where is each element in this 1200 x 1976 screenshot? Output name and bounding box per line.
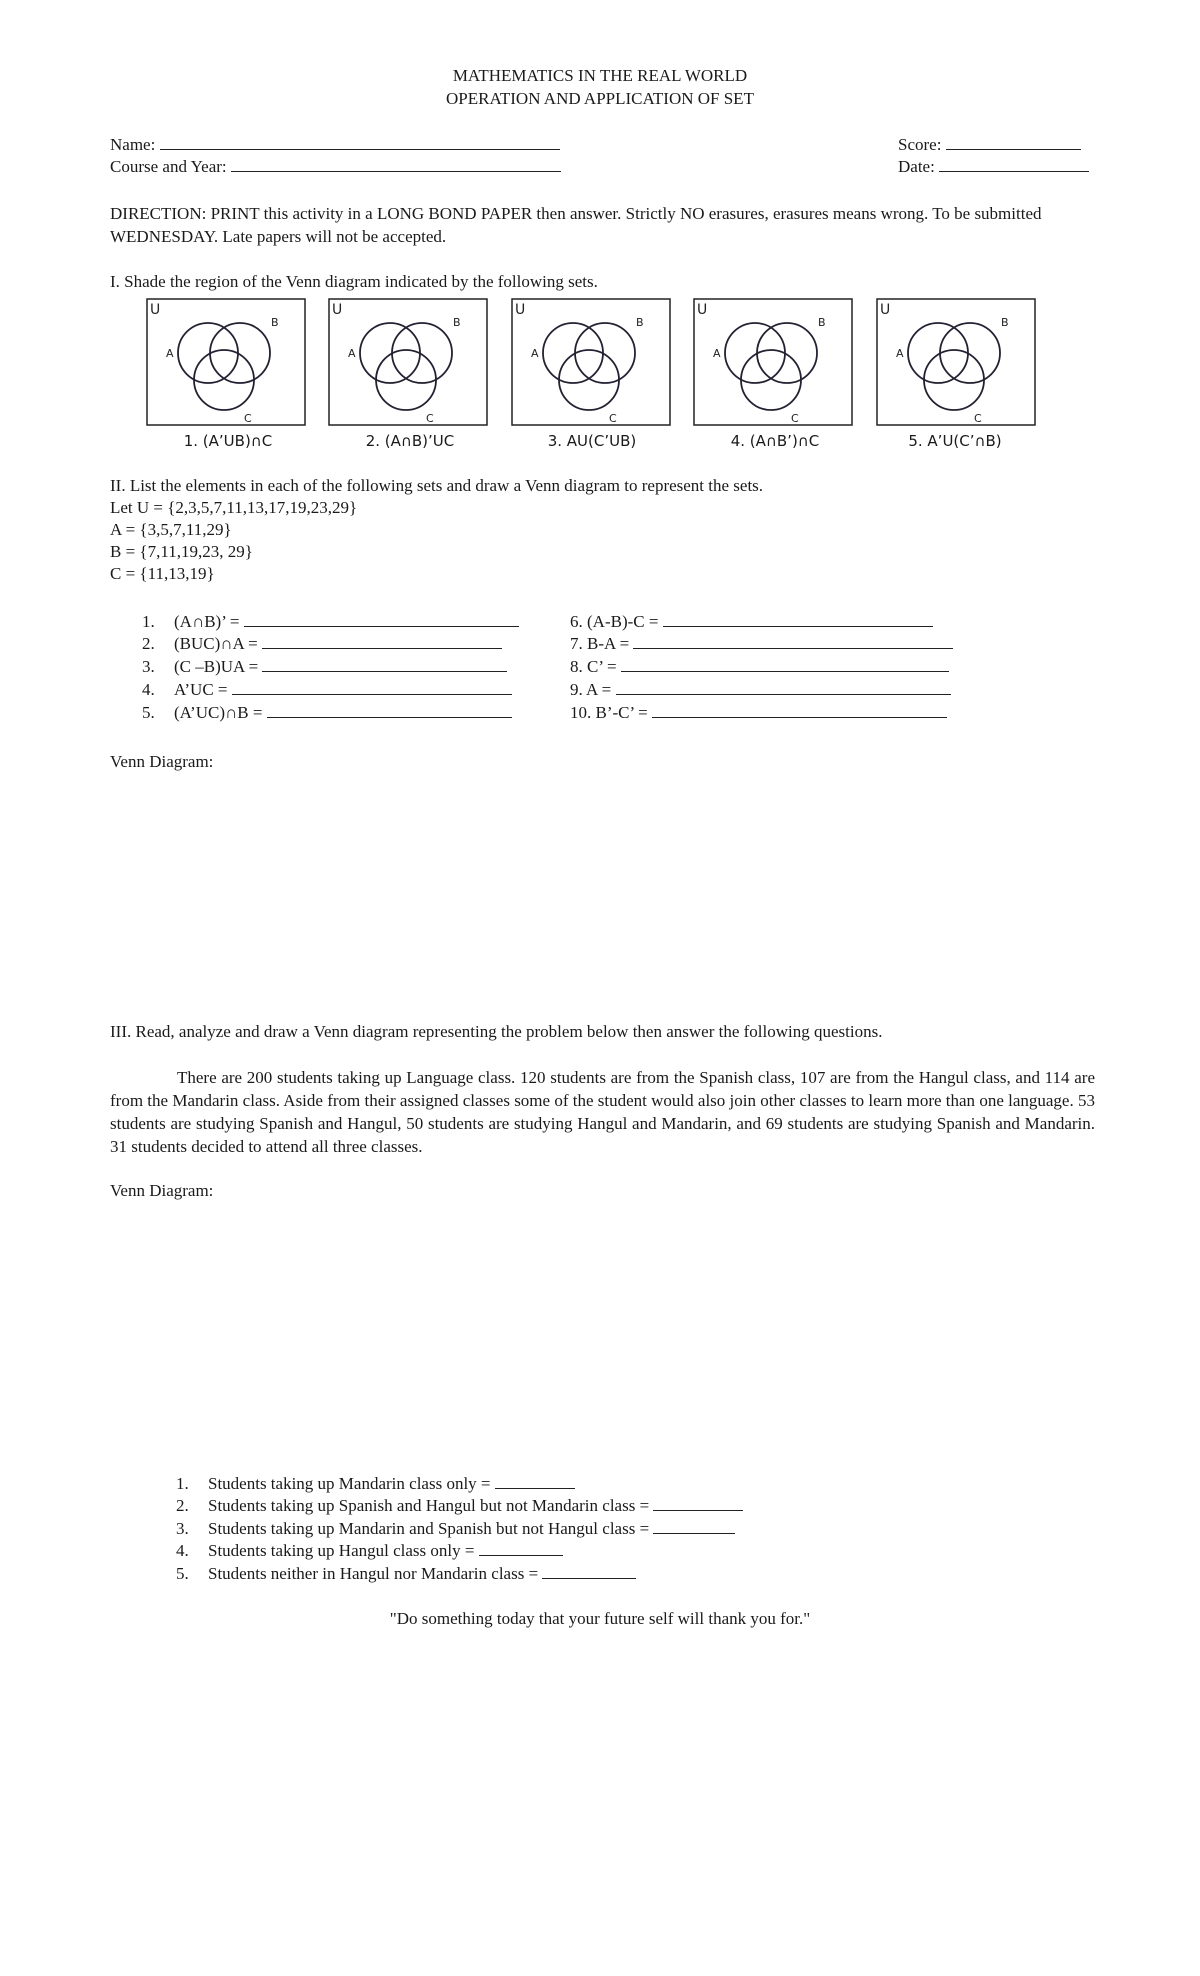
circle-c [194, 350, 254, 410]
course-label: Course and Year: [110, 157, 227, 176]
section1-heading: I. Shade the region of the Venn diagram indicated by the following sets. [110, 272, 598, 291]
answer-line[interactable] [262, 648, 502, 649]
circle-c [924, 350, 984, 410]
list-item: 2. (BUC)∩A = [142, 634, 502, 654]
label-a: A [531, 347, 539, 360]
universe-label: U [880, 302, 891, 318]
list-item: 6. (A-B)-C = [570, 612, 933, 632]
circle-b [757, 323, 817, 383]
score-field [898, 135, 1081, 155]
set-c: C = {11,13,19} [110, 564, 215, 583]
question-item: 4. Students taking up Hangul class only = [176, 1541, 563, 1561]
label-b: B [1001, 316, 1009, 329]
name-label: Name: [110, 135, 156, 154]
direction-text: DIRECTION: PRINT this activity in a LONG BOND PAPER then answer. Strictly NO erasures, erasures means wrong. To be submitted WEDNESDAY. Late papers will not be accepted. [110, 204, 1042, 246]
label-c: C [974, 412, 982, 425]
universe-label: U [515, 302, 526, 318]
closing-quote: "Do something today that your future self will thank you for." [389, 1609, 811, 1628]
list-item: 4. A’UC = [142, 680, 512, 700]
universe-rect [512, 299, 670, 425]
course-field [110, 157, 561, 177]
answer-line[interactable] [652, 717, 947, 718]
section3-heading: III. Read, analyze and draw a Venn diagram representing the problem below then answer the following questions. [110, 1022, 883, 1041]
answer-line[interactable] [244, 626, 519, 627]
venn-label-1: 1. (A’UB)∩C [183, 432, 273, 450]
answer-line[interactable] [262, 671, 507, 672]
list-item: 1. (A∩B)’ = [142, 612, 519, 632]
label-a: A [166, 347, 174, 360]
venn-diagram-2[interactable] [328, 298, 488, 426]
universe-rect [877, 299, 1035, 425]
answer-line[interactable] [633, 648, 953, 649]
circle-a [908, 323, 968, 383]
circle-b [392, 323, 452, 383]
venn-diagram-label: Venn Diagram: [110, 752, 214, 771]
circle-a [725, 323, 785, 383]
label-a: A [896, 347, 904, 360]
universe-rect [329, 299, 487, 425]
answer-line[interactable] [621, 671, 949, 672]
list-item: 10. B’-C’ = [570, 703, 947, 723]
label-c: C [426, 412, 434, 425]
venn-diagram-label-2: Venn Diagram: [110, 1181, 214, 1200]
list-item: 9. A = [570, 680, 951, 700]
title-line-2: OPERATION AND APPLICATION OF SET [446, 89, 754, 108]
circle-a [360, 323, 420, 383]
circle-a [178, 323, 238, 383]
circle-c [559, 350, 619, 410]
answer-line[interactable] [653, 1510, 743, 1511]
answer-line[interactable] [663, 626, 933, 627]
label-b: B [818, 316, 826, 329]
universe-label: U [150, 302, 161, 318]
name-field [110, 135, 560, 155]
circle-b [575, 323, 635, 383]
circle-c [741, 350, 801, 410]
venn-diagram-1[interactable] [146, 298, 306, 426]
list-item: 8. C’ = [570, 657, 949, 677]
venn-label-2: 2. (A∩B)’UC [365, 432, 455, 450]
venn-diagram-4[interactable] [693, 298, 853, 426]
venn-label-5: 5. A’U(C’∩B) [908, 432, 1002, 450]
venn-diagram-5[interactable] [876, 298, 1036, 426]
answer-line[interactable] [542, 1578, 636, 1579]
answer-line[interactable] [232, 694, 512, 695]
circle-b [940, 323, 1000, 383]
label-b: B [636, 316, 644, 329]
universe-rect [147, 299, 305, 425]
question-item: 1. Students taking up Mandarin class only = [176, 1474, 575, 1494]
universe-label: U [332, 302, 343, 318]
set-b: B = {7,11,19,23, 29} [110, 542, 253, 561]
list-item: 3. (C –B)UA = [142, 657, 507, 677]
section2-heading: II. List the elements in each of the following sets and draw a Venn diagram to represent the sets. [110, 476, 764, 495]
circle-a [543, 323, 603, 383]
answer-line[interactable] [479, 1555, 563, 1556]
circle-b [210, 323, 270, 383]
set-a: A = {3,5,7,11,29} [110, 520, 232, 539]
answer-line[interactable] [495, 1488, 575, 1489]
date-line[interactable] [939, 171, 1089, 172]
answer-line[interactable] [267, 717, 512, 718]
label-c: C [244, 412, 252, 425]
course-line[interactable] [231, 171, 561, 172]
list-item: 7. B-A = [570, 634, 953, 654]
label-b: B [271, 316, 279, 329]
label-c: C [791, 412, 799, 425]
answer-line[interactable] [616, 694, 951, 695]
score-line[interactable] [946, 149, 1081, 150]
label-a: A [713, 347, 721, 360]
date-field [898, 157, 1089, 177]
circle-c [376, 350, 436, 410]
name-line[interactable] [160, 149, 560, 150]
list-item: 5. (A’UC)∩B = [142, 703, 512, 723]
set-u: Let U = {2,3,5,7,11,13,17,19,23,29} [110, 498, 358, 517]
question-item: 2. Students taking up Spanish and Hangul but not Mandarin class = [176, 1496, 743, 1516]
venn-diagram-3[interactable] [511, 298, 671, 426]
answer-line[interactable] [653, 1533, 735, 1534]
title-line-1: MATHEMATICS IN THE REAL WORLD [452, 66, 748, 85]
problem-text: There are 200 students taking up Language class. 120 students are from the Spanish class, 107 are from the Hangul class, and 114 are from the Mandarin class. Aside from their assigned classes some of the student would also join other classes to learn more than one language. 53 students are studying Spanish and Hangul, 50 students are studying Hangul and Mandarin, and 69 students are studying Spanish and Mandarin. 31 students decided to attend all three classes. [110, 1068, 1095, 1156]
venn-label-3: 3. AU(C’UB) [547, 432, 637, 450]
universe-label: U [697, 302, 708, 318]
date-label: Date: [898, 157, 935, 176]
universe-rect [694, 299, 852, 425]
question-item: 3. Students taking up Mandarin and Spanish but not Hangul class = [176, 1519, 735, 1539]
label-a: A [348, 347, 356, 360]
score-label: Score: [898, 135, 942, 154]
label-c: C [609, 412, 617, 425]
label-b: B [453, 316, 461, 329]
question-item: 5. Students neither in Hangul nor Mandarin class = [176, 1564, 636, 1584]
venn-label-4: 4. (A∩B’)∩C [730, 432, 820, 450]
